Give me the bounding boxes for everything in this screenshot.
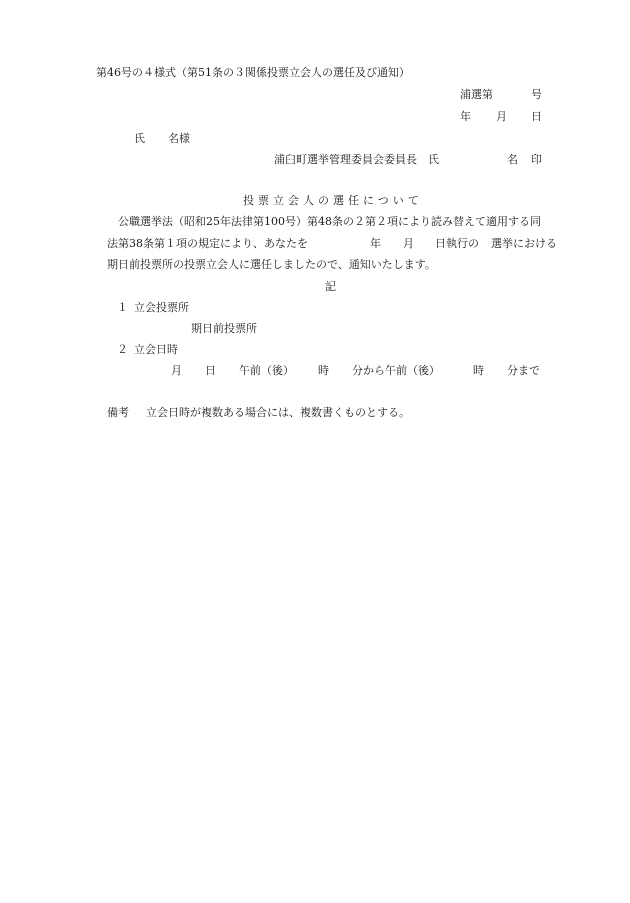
sender-name-mark: 名 [507,153,518,166]
recipient-surname: 氏 [134,132,145,145]
note-label: 備考 [107,406,129,419]
page-title: 投票立会人の選任について [243,194,423,207]
item-2-label: 立会日時 [134,343,178,356]
body-line-1: 公職選挙法（昭和25年法律第100号）第48条の２第２項により読み替えて適用する同 [118,215,541,228]
item-1-number: １ [117,301,128,314]
date-year: 年 [460,110,471,123]
date-day: 日 [531,110,542,123]
item-2-minute-start: 分から午前（後） [352,364,440,377]
item-2-month: 月 [171,364,182,377]
body-line-2-suffix: 選挙における [491,237,557,250]
sender-seal: 印 [531,153,542,166]
note-text: 立会日時が複数ある場合には、複数書くものとする。 [146,406,410,419]
form-header: 第46号の４様式（第51条の３関係投票立会人の選任及び通知） [96,66,410,79]
body-line-3: 期日前投票所の投票立会人に選任しましたので、通知いたします。 [107,258,436,271]
item-2-hour-end: 時 [473,364,484,377]
body-line-2-prefix: 法第38条第１項の規定により、あなたを [107,237,308,250]
body-line-2-month: 月 [403,237,414,250]
item-1-label: 立会投票所 [134,301,189,314]
doc-number-prefix: 浦選第 [460,88,493,101]
item-2-day: 日 [205,364,216,377]
body-line-2-day: 日執行の [435,237,479,250]
item-1-value: 期日前投票所 [191,322,257,335]
ki-mark: 記 [325,280,336,293]
sender-title: 浦臼町選挙管理委員会委員長 氏 [274,153,439,166]
doc-number-suffix: 号 [531,88,542,101]
item-2-hour-start: 時 [318,364,329,377]
item-2-ampm-start: 午前（後） [239,364,294,377]
body-line-2-year: 年 [370,237,381,250]
item-2-number: ２ [117,343,128,356]
date-month: 月 [496,110,507,123]
item-2-minute-end: 分まで [507,364,540,377]
recipient-name: 名様 [168,132,190,145]
